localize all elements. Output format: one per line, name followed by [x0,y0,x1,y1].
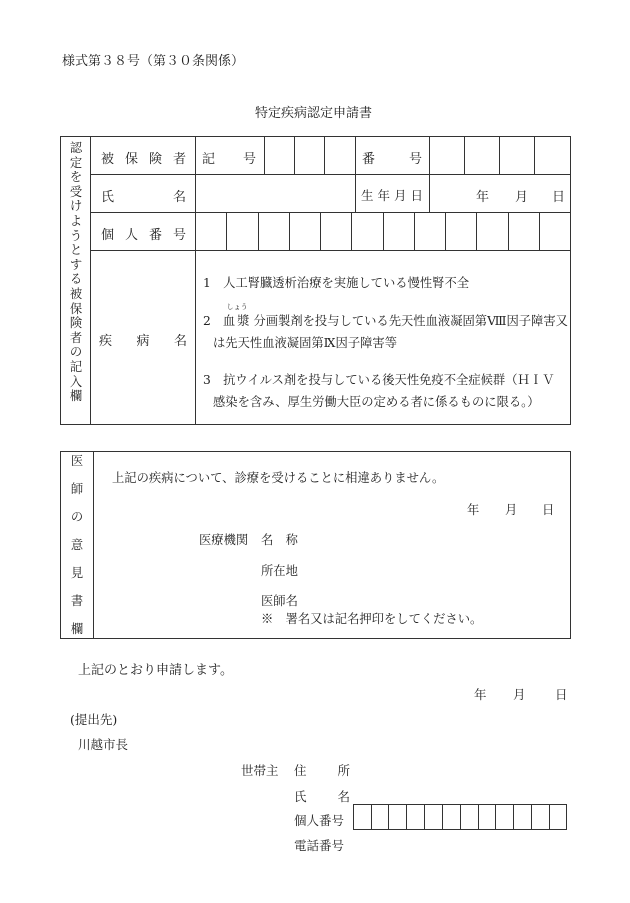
char: 月 [393,188,407,203]
application-date-day: 日 [555,687,568,702]
householder-name-input[interactable] [356,783,570,803]
application-statement: 上記のとおり申請します。 [78,663,233,678]
char: 保 [69,301,83,316]
page-title: 特定疾病認定申請書 [255,106,373,121]
char: と [69,243,83,258]
char: 番 [148,228,162,243]
char: 病 [136,334,150,349]
char: 受 [69,184,83,199]
symbol-input[interactable] [265,137,355,174]
char: 所 [337,763,350,778]
char: 日 [410,188,423,203]
doctor-date-month: 月 [505,503,518,517]
char: 名 [173,334,187,349]
char: け [69,199,83,214]
char: 定 [69,155,83,170]
submit-to: 川越市長 [78,737,129,752]
plasma-kanji: 血漿 [222,314,252,328]
birth-year-label: 年 [476,190,490,205]
char: 入 [69,374,83,389]
char: る [69,272,83,287]
birth-label [361,186,423,204]
disease-label [99,330,187,349]
number-input[interactable] [430,137,570,174]
institution-label: 医療機関 [199,533,249,547]
disease-item-1: 1 人工腎臓透析治療を実施している慢性腎不全 [203,276,470,290]
doctor-date-year: 年 [467,503,480,517]
householder-phone-input[interactable] [356,832,570,852]
form-number: 様式第３８号（第３０条関係） [62,54,245,69]
symbol-label [202,148,256,167]
householder-address-input[interactable] [356,757,570,777]
name-input[interactable] [196,175,355,212]
char: 名 [172,190,186,205]
char: 氏 [101,190,115,205]
char: 記 [202,152,216,167]
char: 号 [408,152,422,167]
char: 険 [69,316,83,331]
char: 号 [172,228,186,243]
char: 欄 [70,621,84,636]
char: う [69,228,83,243]
personal-number-label [101,224,186,243]
char: 記 [69,359,83,374]
birth-month-label: 月 [515,190,529,205]
char: 番 [362,152,376,167]
char: 名 [337,789,350,804]
birth-day-label: 日 [552,190,566,205]
char: 生 [361,188,374,203]
disease-item-3: 3 抗ウイルス剤を投与している後天性免疫不全症候群（ＨＩＶ [203,373,555,387]
char: 者 [172,152,186,167]
char: 号 [242,152,256,167]
householder-phone-label: 電話番号 [294,838,345,853]
plasma-ruby [222,303,252,329]
char: す [69,257,83,272]
char: よ [69,213,83,228]
char: の [70,509,84,524]
disease-item-2-cont: は先天性血液凝固第Ⅸ因子障害等 [213,336,398,350]
char: 師 [70,481,84,496]
doctor-statement: 上記の疾病について、診療を受けることに相違ありません。 [112,471,445,485]
doctor-side-label [67,455,87,635]
submit-to-label: (提出先) [70,712,118,727]
doctor-name-label: 医師名 [261,594,298,608]
householder-name-label [294,787,350,805]
personal-number-input[interactable] [196,213,570,250]
char: 年 [377,188,390,203]
insured-label [101,148,186,167]
plasma-reading: しょう [226,303,248,311]
char: 欄 [69,389,83,404]
institution-name-label: 名 称 [261,533,298,547]
char: 者 [69,330,83,345]
name-label [101,186,186,205]
char: 被 [101,152,115,167]
applicant-side-label [66,142,86,405]
signature-note: ※ 署名又は記名押印をしてください。 [261,612,483,626]
char: 被 [69,286,83,301]
char: 氏 [294,789,307,804]
char: 住 [294,763,307,778]
char: 書 [70,593,84,608]
application-date-month: 月 [513,687,526,702]
doctor-date-day: 日 [542,503,555,517]
disease-item-3-cont: 感染を含み、厚生労働大臣の定める者に係るものに限る。） [213,395,540,409]
char: 疾 [99,334,113,349]
char: 険 [148,152,162,167]
number-label [362,148,422,167]
householder-personal-number-label: 個人番号 [294,813,345,828]
char: 見 [70,565,84,580]
char: 個 [101,228,115,243]
disease-item-2-text: 分画製剤を投与している先天性血液凝固第Ⅷ因子障害又 [253,314,568,328]
application-date-year: 年 [474,687,487,702]
char: 意 [70,537,84,552]
char: 認 [69,141,83,155]
disease-item-2 [203,303,568,329]
householder-label: 世帯主 [241,763,279,778]
householder-address-label [294,761,350,779]
char: の [69,345,83,360]
char: 人 [124,228,138,243]
char: 保 [124,152,138,167]
char: 医 [70,454,84,468]
char: を [69,170,83,185]
institution-address-label: 所在地 [261,564,298,578]
disease-item-2-number: 2 [203,314,211,328]
